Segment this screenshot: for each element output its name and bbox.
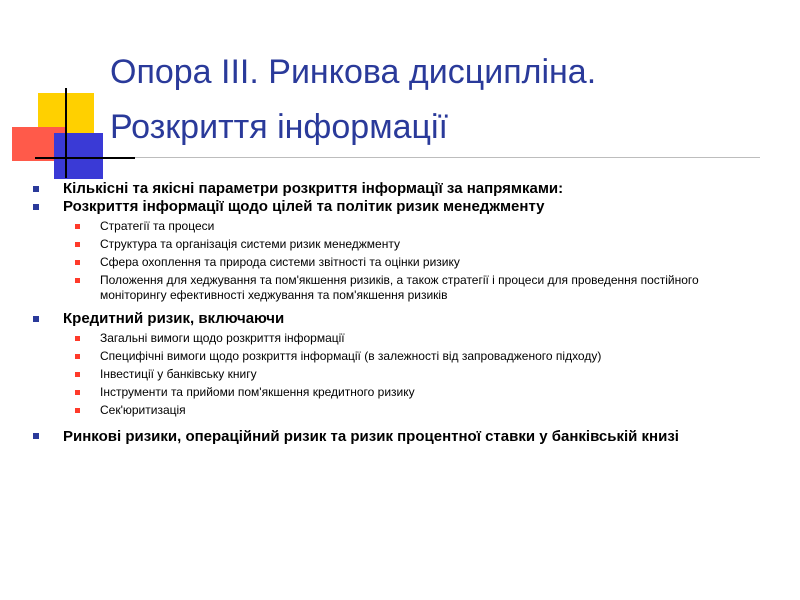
sub-bullet-item (30, 385, 760, 400)
square-bullet-icon (33, 204, 39, 210)
bullet-item (30, 423, 760, 450)
sub-bullet-item (30, 331, 760, 346)
sub-bullet-item (30, 219, 760, 234)
sub-bullet-text: Сек'юритизація (100, 403, 186, 417)
bullet-text: Розкриття інформації щодо цілей та політик ризик менеджменту (63, 198, 545, 215)
square-bullet-icon (33, 186, 39, 192)
sub-bullet-item (30, 403, 760, 418)
decor-blue-square (54, 133, 103, 179)
sub-bullet-text: Стратегії та процеси (100, 219, 215, 233)
bullet-item (30, 180, 760, 198)
square-bullet-icon (75, 390, 80, 395)
bullet-list (30, 180, 760, 450)
square-bullet-icon (33, 433, 39, 439)
square-bullet-icon (75, 372, 80, 377)
sub-bullet-item (30, 273, 760, 303)
sub-bullet-item (30, 367, 760, 382)
decor-horizontal-line (35, 157, 135, 159)
bullet-item (30, 310, 760, 328)
slide-title-line1: Опора ІІІ. Ринкова дисципліна. (110, 53, 597, 91)
decor-vertical-line (65, 88, 67, 178)
square-bullet-icon (75, 278, 80, 283)
square-bullet-icon (75, 336, 80, 341)
sub-bullet-item (30, 349, 760, 364)
slide-title-line2: Розкриття інформації (110, 108, 448, 146)
bullet-item (30, 198, 760, 216)
square-bullet-icon (75, 224, 80, 229)
bullet-text: Кредитний ризик, включаючи (63, 310, 285, 327)
square-bullet-icon (75, 408, 80, 413)
sub-bullet-text: Структура та організація системи ризик менеджменту (100, 237, 400, 251)
slide-title (110, 45, 596, 155)
square-bullet-icon (33, 316, 39, 322)
sub-bullet-text: Сфера охоплення та природа системи звітності та оцінки ризику (100, 255, 460, 269)
bullet-text: Ринкові ризики, операційний ризик та ризик процентної ставки у банківській книзі (63, 428, 679, 445)
sub-bullet-text: Інвестиції у банківську книгу (100, 367, 257, 381)
square-bullet-icon (75, 354, 80, 359)
sub-bullet-text: Специфічні вимоги щодо розкриття інформації (в залежності від запровадженого підходу) (100, 349, 602, 363)
bullet-text: Кількісні та якісні параметри розкриття інформації за напрямками: (63, 180, 564, 197)
square-bullet-icon (75, 260, 80, 265)
square-bullet-icon (75, 242, 80, 247)
sub-bullet-text: Загальні вимоги щодо розкриття інформації (100, 331, 345, 345)
title-divider (135, 157, 760, 158)
sub-bullet-item (30, 255, 760, 270)
sub-bullet-text: Інструменти та прийоми пом'якшення кредитного ризику (100, 385, 415, 399)
sub-bullet-item (30, 237, 760, 252)
sub-bullet-text: Положення для хеджування та пом'якшення ризиків, а також стратегії і процеси для проведення постійного моніторингу ефективності хеджування та пом'якшення ризиків (100, 273, 699, 302)
